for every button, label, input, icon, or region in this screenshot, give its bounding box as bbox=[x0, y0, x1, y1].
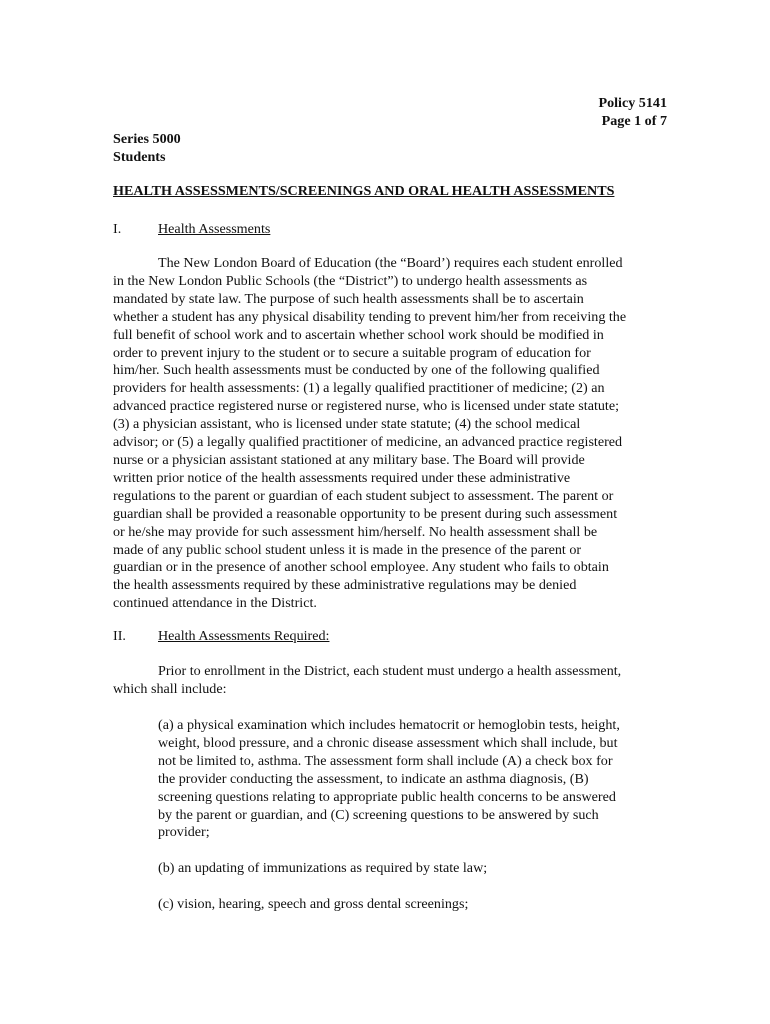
paragraph-line: nurse or a physician assistant stationed at any military base. The Board will provide bbox=[113, 451, 585, 468]
paragraph-line: providers for health assessments: (1) a legally qualified practitioner of medicine; (2) an bbox=[113, 380, 605, 397]
policy-number: Policy 5141 bbox=[598, 95, 667, 111]
paragraph-line: full benefit of school work and to ascertain whether school work should be modified in bbox=[113, 326, 604, 343]
list-item-line: (c) vision, hearing, speech and gross dental screenings; bbox=[158, 896, 469, 912]
list-item-line: by the parent or guardian, and (C) screening questions to be answered by such bbox=[158, 806, 599, 823]
section-2-heading bbox=[113, 627, 329, 645]
series-category: Students bbox=[113, 149, 166, 165]
document-title: HEALTH ASSESSMENTS/SCREENINGS AND ORAL HEALTH ASSESSMENTS bbox=[113, 183, 615, 199]
series-number: Series 5000 bbox=[113, 131, 181, 147]
paragraph-line: guardian or in the presence of another school employee. Any student who fails to obtain bbox=[113, 559, 609, 576]
paragraph-line: advisor; or (5) a legally qualified practitioner of medicine, an advanced practice registered bbox=[113, 434, 623, 451]
list-item-line: weight, blood pressure, and a chronic disease assessment which shall include, but bbox=[158, 734, 618, 751]
list-item-line: (a) a physical examination which includes hematocrit or hemoglobin tests, height, bbox=[158, 717, 620, 733]
list-item-a bbox=[158, 717, 668, 842]
paragraph-line: (3) a physician assistant, who is licensed under state statute; (4) the school medical bbox=[113, 416, 581, 433]
series-header bbox=[113, 130, 181, 166]
paragraph-line: him/her. Such health assessments must be conducted by one of the following qualified bbox=[113, 362, 600, 379]
paragraph-line: advanced practice registered nurse or registered nurse, who is licensed under state statute; bbox=[113, 398, 619, 415]
list-item-c bbox=[158, 896, 668, 914]
paragraph-line: mandated by state law. The purpose of such health assessments shall be to ascertain bbox=[113, 290, 584, 307]
paragraph-line: continued attendance in the District. bbox=[113, 595, 317, 612]
paragraph-line: which shall include: bbox=[113, 680, 227, 697]
list-item-b bbox=[158, 860, 668, 878]
section-2-title: Health Assessments Required: bbox=[158, 628, 330, 644]
paragraph-line: whether a student has any physical disability tending to prevent him/her from receiving the bbox=[113, 308, 627, 325]
section-1-number: I. bbox=[113, 221, 122, 237]
section-1-title: Health Assessments bbox=[158, 221, 271, 237]
list-item-line: not be limited to, asthma. The assessment form shall include (A) a check box for bbox=[158, 752, 613, 769]
list-item-line: screening questions relating to appropriate public health concerns to be answered bbox=[158, 788, 616, 805]
section-2-number: II. bbox=[113, 628, 126, 644]
list-item-line: (b) an updating of immunizations as required by state law; bbox=[158, 860, 488, 876]
section-2-paragraph bbox=[113, 663, 665, 699]
paragraph-line: in the New London Public Schools (the “District”) to undergo health assessments as bbox=[113, 272, 588, 289]
section-1-heading bbox=[113, 220, 270, 238]
list-item-line: provider; bbox=[158, 824, 210, 841]
policy-header bbox=[598, 94, 667, 130]
paragraph-line: guardian shall be provided a reasonable opportunity to be present during such assessment bbox=[113, 505, 618, 522]
paragraph-line: the health assessments required by these administrative regulations may be denied bbox=[113, 577, 577, 594]
paragraph-line: or he/she may provide for such assessment him/herself. No health assessment shall be bbox=[113, 523, 598, 540]
paragraph-line: regulations to the parent or guardian of each student subject to assessment. The parent or bbox=[113, 487, 614, 504]
paragraph-line: written prior notice of the health assessments required under these administrative bbox=[113, 469, 571, 486]
paragraph-line: made of any public school student unless it is made in the presence of the parent or bbox=[113, 541, 582, 558]
list-item-line: the provider conducting the assessment, to indicate an asthma diagnosis, (B) bbox=[158, 770, 589, 787]
paragraph-line: The New London Board of Education (the “Board’) requires each student enrolled bbox=[158, 255, 623, 271]
paragraph-line: Prior to enrollment in the District, each student must undergo a health assessment, bbox=[158, 663, 622, 679]
section-1-paragraph bbox=[113, 255, 665, 613]
page-number: Page 1 of 7 bbox=[601, 113, 667, 129]
paragraph-line: order to prevent injury to the student or to secure a suitable program of education for bbox=[113, 344, 591, 361]
